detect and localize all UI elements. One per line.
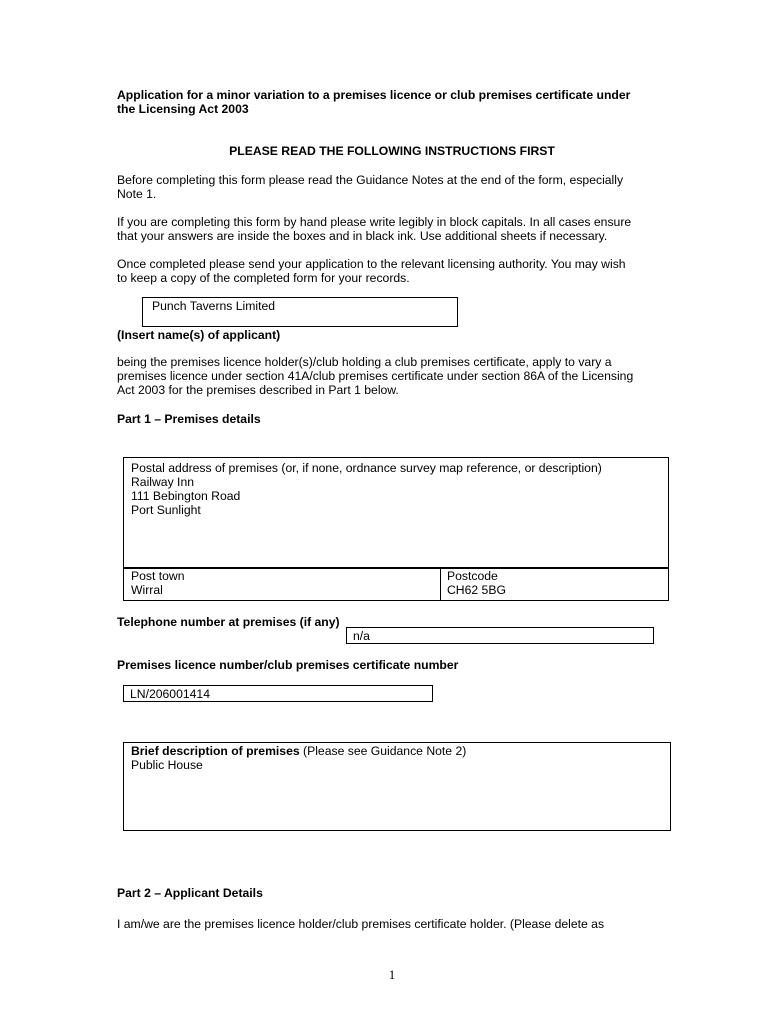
applicant-statement-line2: premises licence under section 41A/club premises certificate under section 86A of the Licensing bbox=[117, 369, 634, 383]
postcode-value: CH62 5BG bbox=[447, 583, 506, 597]
applicant-name-label: (Insert name(s) of applicant) bbox=[117, 328, 281, 342]
premises-address-line2: 111 Bebington Road bbox=[131, 489, 241, 503]
premises-address-label: Postal address of premises (or, if none, ordnance survey map reference, or description) bbox=[131, 461, 602, 475]
page-number: 1 bbox=[388, 967, 396, 982]
telephone-label: Telephone number at premises (if any) bbox=[117, 615, 340, 629]
postcode-label: Postcode bbox=[447, 569, 498, 583]
premises-description-note: (Please see Guidance Note 2) bbox=[299, 744, 467, 758]
instruction-p1-line2: Note 1. bbox=[117, 187, 157, 201]
postcode-box[interactable] bbox=[440, 567, 669, 601]
post-town-box[interactable] bbox=[123, 567, 441, 601]
instruction-p3-line1: Once completed please send your application to the relevant licensing authority. You may wish bbox=[117, 257, 626, 271]
premises-description-value: Public House bbox=[131, 758, 203, 772]
applicant-statement-line1: being the premises licence holder(s)/club holding a club premises certificate, apply to vary a bbox=[117, 355, 612, 369]
instruction-p2-line2: that your answers are inside the boxes and in black ink. Use additional sheets if necessary. bbox=[117, 229, 608, 243]
post-town-value: Wirral bbox=[131, 583, 163, 597]
licence-number-field[interactable] bbox=[123, 685, 433, 702]
instruction-paragraph-2 bbox=[117, 215, 677, 243]
part2-text: I am/we are the premises licence holder/club premises certificate holder. (Please delete as bbox=[117, 917, 605, 931]
premises-address-content bbox=[131, 461, 667, 517]
instruction-p3-line2: to keep a copy of the completed form for your records. bbox=[117, 271, 410, 285]
instruction-paragraph-1 bbox=[117, 173, 677, 201]
applicant-statement-line3: Act 2003 for the premises described in Part 1 below. bbox=[117, 383, 399, 397]
part2-heading: Part 2 – Applicant Details bbox=[117, 886, 263, 900]
premises-description-label: Brief description of premises bbox=[131, 744, 300, 758]
premises-address-box[interactable] bbox=[123, 457, 669, 569]
instruction-paragraph-3 bbox=[117, 257, 677, 285]
premises-address-line3: Port Sunlight bbox=[131, 503, 201, 517]
premises-description-box[interactable] bbox=[123, 742, 671, 831]
applicant-name-value: Punch Taverns Limited bbox=[152, 299, 276, 313]
premises-description-content bbox=[131, 744, 667, 772]
form-title-line1: Application for a minor variation to a premises licence or club premises certificate under bbox=[117, 88, 631, 102]
postcode-content bbox=[447, 569, 506, 597]
post-town-label: Post town bbox=[131, 569, 185, 583]
telephone-field[interactable] bbox=[346, 627, 654, 644]
form-title-line2: the Licensing Act 2003 bbox=[117, 102, 249, 116]
instruction-p1-line1: Before completing this form please read the Guidance Notes at the end of the form, especially bbox=[117, 173, 624, 187]
instructions-heading: PLEASE READ THE FOLLOWING INSTRUCTIONS FIRST bbox=[229, 144, 555, 158]
post-town-content bbox=[131, 569, 185, 597]
instruction-p2-line1: If you are completing this form by hand please write legibly in block capitals. In all cases ensure bbox=[117, 215, 632, 229]
applicant-name-field[interactable] bbox=[142, 297, 458, 327]
licence-number-value: LN/206001414 bbox=[130, 687, 210, 701]
licence-number-label: Premises licence number/club premises certificate number bbox=[117, 658, 459, 672]
applicant-statement bbox=[117, 355, 677, 397]
part1-heading: Part 1 – Premises details bbox=[117, 412, 261, 426]
premises-address-line1: Railway Inn bbox=[131, 475, 194, 489]
form-title bbox=[117, 88, 677, 116]
premises-description-heading bbox=[131, 744, 667, 758]
telephone-value: n/a bbox=[353, 629, 370, 643]
